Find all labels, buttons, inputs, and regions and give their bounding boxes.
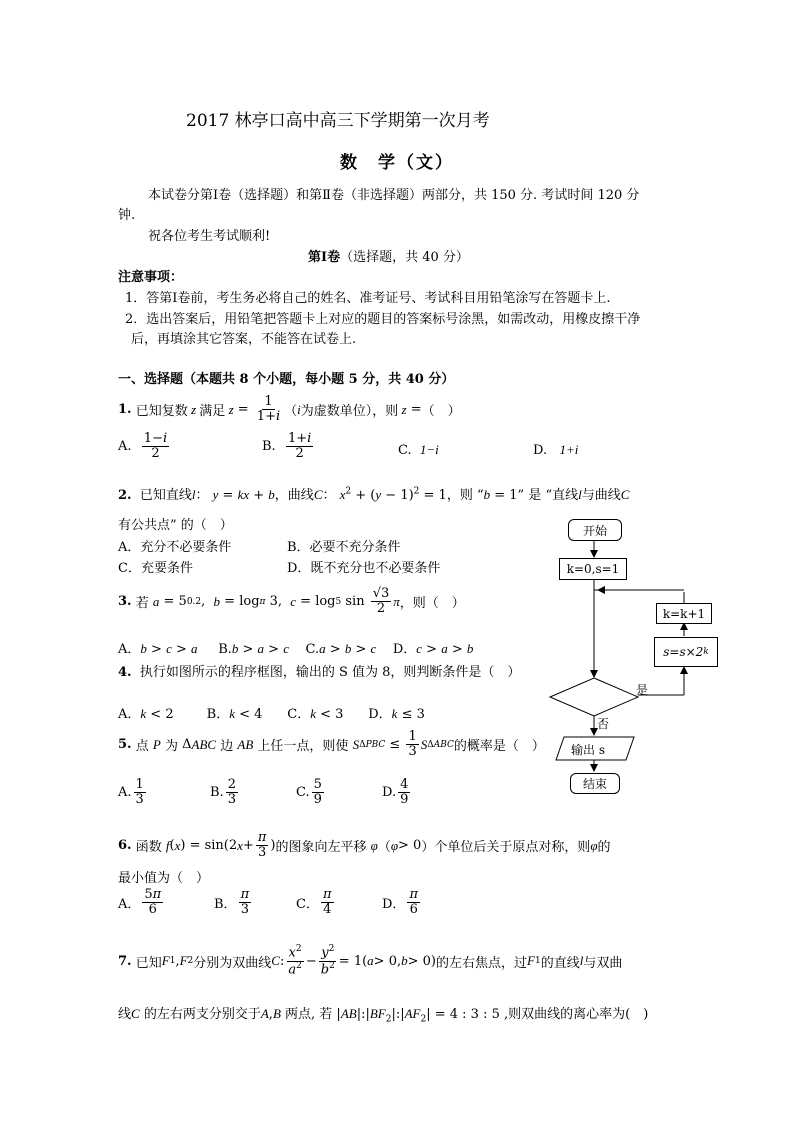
- question-text: 与曲线: [581, 488, 621, 503]
- update-text: s=s×2: [663, 645, 704, 659]
- flowchart-output: 输出 s: [571, 743, 605, 757]
- option-label: D.: [533, 443, 548, 458]
- flowchart-start: 开始: [568, 519, 622, 541]
- option-label: D.: [382, 785, 397, 801]
- formula-fraction: $\frac{1-i}{2}$: [143, 431, 168, 462]
- question-text: （ ）: [421, 404, 461, 420]
- question-text: 已知直线: [139, 488, 192, 503]
- question-text: 已知: [135, 955, 162, 971]
- question-2-cont: 有公共点” 的（ ）: [118, 518, 233, 533]
- flowchart-no-label: 否: [597, 717, 610, 731]
- intro-text-cont: 钟.: [118, 208, 136, 223]
- question-text: 若: [135, 596, 149, 612]
- option-label: D．: [382, 897, 406, 913]
- option-label: A．: [118, 707, 141, 722]
- flowchart-yes-label: 是: [636, 683, 649, 697]
- q2-option-c: C．充要条件: [118, 561, 193, 576]
- question-text: 已知复数: [135, 404, 188, 420]
- notes-item-2-cont: 后，再填涂其它答案，不能答在试卷上.: [131, 332, 357, 347]
- question-text: ，则（ ）: [399, 596, 465, 612]
- q3-options: A．b > c > a B.b > a > c C.a > b > c D．c > a > b: [118, 641, 474, 657]
- part1-title-rest: （选择题，共 40 分）: [340, 250, 469, 265]
- formula-fraction: $\frac{\pi}{3}$: [257, 830, 267, 861]
- option-label: A．: [118, 897, 141, 913]
- notes-item-2: 2．选出答案后，用铅笔把答题卡上对应的题目的答案标号涂黑，如需改动，用橡皮擦干净: [125, 312, 641, 327]
- option-label: D．: [368, 707, 392, 722]
- question-text: 上任一点，则使: [257, 739, 349, 755]
- question-text: 函数: [135, 840, 162, 856]
- formula-fraction: $\frac{5\pi}{6}$: [144, 887, 162, 918]
- option-label: C．: [287, 707, 311, 722]
- formula-fraction: $\frac{2}{3}$: [227, 777, 236, 808]
- flowchart-init: k=0,s=1: [559, 558, 627, 580]
- question-text: 边: [220, 739, 234, 755]
- question-5: 5. 点 P 为 Δ ABC 边 AB 上任一点，则使 S ΔPBC ≤ $\frac{1}{3}$ S ΔABC 的概率是（ ）: [118, 729, 545, 760]
- notes-item-1: 1．答第Ⅰ卷前，考生务必将自己的姓名、准考证号、考试科目用铅笔涂写在答题卡上.: [125, 291, 611, 306]
- q2-option-b: B．必要不充分条件: [287, 540, 401, 555]
- question-text: 为虚数单位），则: [300, 404, 399, 420]
- question-text: ，则 “: [446, 488, 484, 503]
- question-number: 7.: [118, 953, 132, 969]
- formula-fraction: $\frac{√3}{2}$: [372, 586, 390, 617]
- question-7: 7. 已知 F 1 , F 2 分别为双曲线 C : $\frac{x^2}{a^2}$ − $\frac{y^2}{b^2}$ = 1( a > 0, b > 0) 的左右焦点，过 F 1 的直线 l 与双曲: [118, 944, 623, 977]
- question-number: 1.: [118, 402, 132, 418]
- question-text: 的直线: [540, 955, 580, 971]
- option-label: B.: [210, 785, 224, 801]
- decision-diamond: [550, 678, 638, 716]
- section-title: 一、选择题（本题共 8 个小题，每小题 5 分，共 40 分）: [118, 372, 455, 387]
- page-title: 2017 林亭口高中高三下学期第一次月考: [186, 111, 490, 131]
- option-label: B.: [262, 439, 276, 455]
- q4-options: A．k < 2 B．k < 4 C．k < 3 D．k ≤ 3: [118, 706, 425, 722]
- question-text: （: [377, 840, 391, 856]
- question-number: 6.: [118, 838, 132, 854]
- option-label: A.: [118, 785, 132, 801]
- question-text: ）个单位后关于原点对称，则: [421, 840, 591, 856]
- question-text: 满足: [199, 404, 226, 420]
- question-text: （: [284, 404, 298, 420]
- flowchart-increment: k=k+1: [656, 603, 712, 624]
- formula-fraction: $\frac{1+i}{2}$: [287, 431, 312, 462]
- q2-option-d: D．既不充分也不必要条件: [287, 561, 441, 576]
- question-3: 3. 若 a = 5 0.2 , b = log π 3, c = log 5 sin $\frac{√3}{2}$ π ，则（ ）: [118, 586, 465, 617]
- question-text: 的左右两支分别交于: [143, 1007, 261, 1022]
- formula-fraction: $\frac{x^2}{a^2}$: [288, 944, 302, 977]
- formula-fraction: $\frac{4}{9}$: [400, 777, 409, 808]
- wish-text: 祝各位考生考试顺利!: [148, 229, 271, 244]
- notes-title: 注意事项：: [118, 270, 184, 285]
- question-1: 1. 已知复数 z 满足 z = $\frac{1}{1+i}$ （ i 为虚数单位），则 z = （ ）: [118, 394, 461, 425]
- flowchart-end: 结束: [570, 773, 620, 794]
- formula-fraction: $\frac{5}{9}$: [313, 777, 322, 808]
- question-text: 点: [135, 739, 149, 755]
- question-number: 5.: [118, 737, 132, 753]
- option-label: C.: [398, 443, 412, 458]
- option-value: 1−i: [419, 442, 439, 457]
- question-2: 2. 已知直线l： y = kx + b，曲线C： $x^2 + (y - 1)^2 = 1$，则 “b = 1” 是 “直线l与曲线C: [118, 486, 630, 503]
- question-text: 两点, 若: [285, 1007, 333, 1022]
- formula-fraction: $\frac{\pi}{3}$: [240, 887, 250, 918]
- option-label: A．: [118, 642, 141, 657]
- formula-fraction: $\frac{\pi}{6}$: [409, 887, 418, 918]
- question-text: 的左右焦点，过: [435, 955, 527, 971]
- option-label: C．: [296, 897, 319, 913]
- option-label: B.: [218, 642, 232, 657]
- question-text: ” 是 “直线: [517, 488, 579, 503]
- update-exponent: k: [703, 647, 709, 657]
- intro-text: 本试卷分第Ⅰ卷（选择题）和第Ⅱ卷（非选择题）两部分，共 150 分. 考试时间 120 分: [148, 188, 640, 203]
- question-text: 的概率是（ ）: [453, 739, 545, 755]
- formula-fraction: $\frac{1}{3}$: [408, 729, 417, 760]
- option-label: D．: [392, 642, 417, 657]
- question-text: ,则双曲线的离心率为( ): [504, 1007, 649, 1022]
- page-subtitle: 数 学（文）: [340, 153, 454, 173]
- question-number: 2.: [118, 488, 132, 503]
- question-text: 执行如图所示的程序框图，输出的 S 值为 8，则判断条件是（ ）: [139, 665, 521, 680]
- option-label: C.: [296, 785, 310, 801]
- question-text: 与双曲: [583, 955, 623, 971]
- option-value: 1+i: [559, 442, 579, 457]
- question-6-cont: 最小值为（ ）: [118, 871, 210, 886]
- question-text: 的图象向左平移: [275, 840, 367, 856]
- question-text: 的: [597, 840, 611, 856]
- q2-option-a: A．充分不必要条件: [118, 540, 232, 555]
- question-text: ，曲线: [274, 488, 314, 503]
- question-text: 分别为双曲线: [193, 955, 272, 971]
- option-label: C.: [305, 642, 320, 657]
- formula-fraction: $\frac{y^2}{b^2}$: [320, 944, 335, 977]
- question-6: 6. 函数 f ( x ) = sin(2 x + $\frac{\pi}{3}$ ) 的图象向左平移 φ （ φ > 0 ）个单位后关于原点对称，则 φ 的: [118, 830, 611, 861]
- formula-fraction: $\frac{1}{3}$: [135, 777, 144, 808]
- question-number: 3.: [118, 594, 132, 610]
- formula-fraction: $\frac{1}{1+i}$: [256, 394, 281, 425]
- question-number: 4.: [118, 665, 132, 680]
- question-text: 为: [164, 739, 178, 755]
- option-label: B．: [214, 897, 237, 913]
- option-label: A.: [118, 439, 132, 455]
- question-7-cont: 线C 的左右两支分别交于A,B 两点, 若 $|AB|:|BF_2|:|AF_2| = 4$ : 3 : 5 ,则双曲线的离心率为( ): [118, 1006, 649, 1025]
- question-text: 线: [118, 1007, 132, 1022]
- flowchart-update: [654, 637, 718, 667]
- formula-fraction: $\frac{\pi}{4}$: [322, 887, 332, 918]
- option-label: B．: [206, 707, 230, 722]
- part1-title-bold: 第Ⅰ卷: [308, 250, 341, 265]
